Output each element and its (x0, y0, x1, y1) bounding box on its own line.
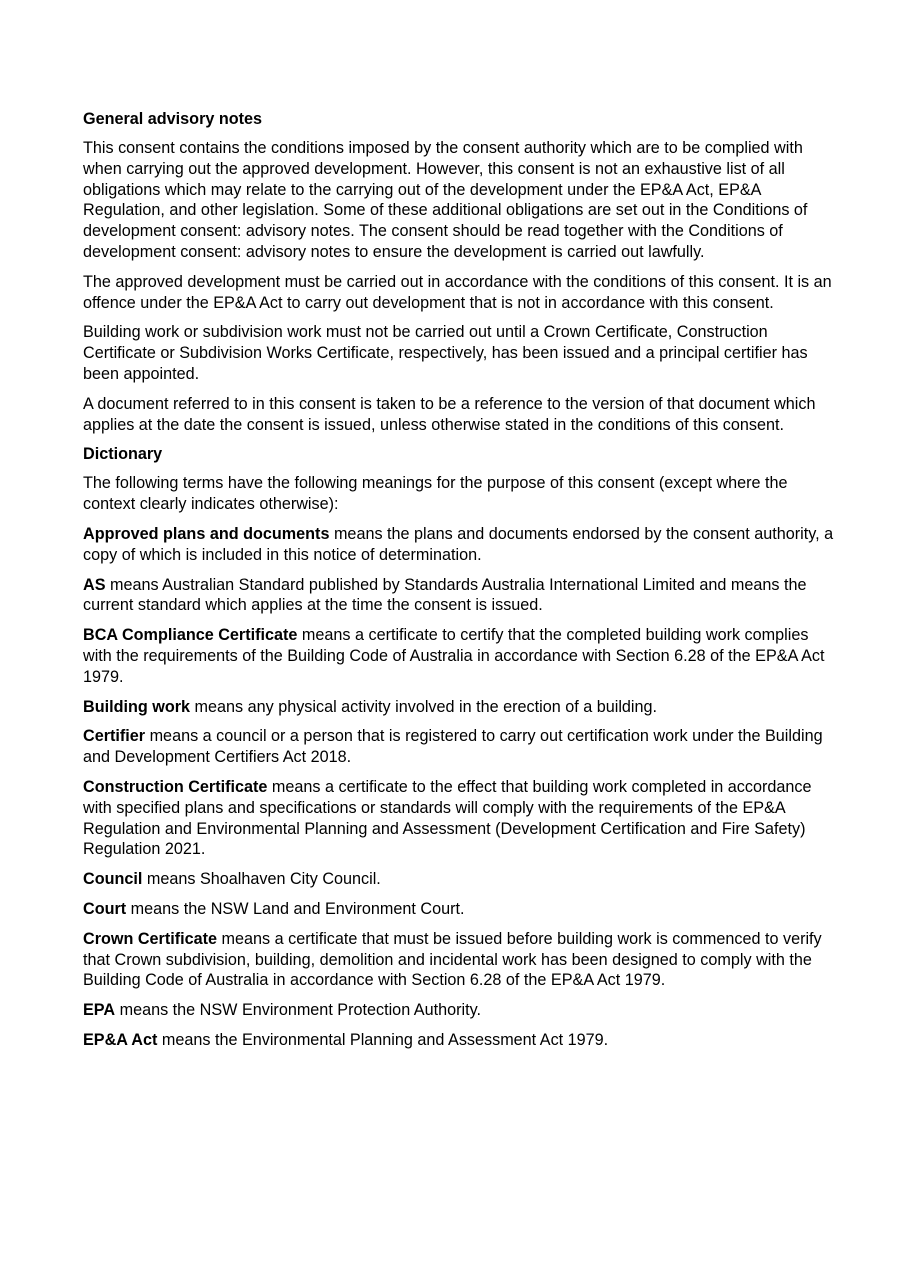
dictionary-definition: means a certificate to certify that the completed building work complies with the requirements of the Building Code of Australia in accordance with Section 6.28 of the EP&A Act 1979. (83, 626, 825, 686)
dictionary-definition: means any physical activity involved in the erection of a building. (190, 697, 658, 716)
dictionary-entry (83, 929, 839, 991)
paragraph: A document referred to in this consent is taken to be a reference to the version of that document which applies at the date the consent is issued, unless otherwise stated in the conditions of this consent. (83, 394, 816, 434)
dictionary-term: BCA Compliance Certificate (83, 626, 298, 645)
dictionary-term: EPA (83, 1001, 116, 1020)
dictionary-entry (83, 899, 839, 920)
paragraph: This consent contains the conditions imposed by the consent authority which are to be complied with when carrying out the approved development. However, this consent is not an exhaustive list of all obligations which may relate to the carrying out of the development under the EP&A Act, EP&A Regulation, and other legislation. Some of these additional obligations are set out in the Conditions of development consent: advisory notes. The consent should be read together with the Conditions of development consent: advisory notes to ensure the development is carried out lawfully. (83, 139, 808, 261)
dictionary-term: Building work (83, 697, 191, 716)
dictionary-entry (83, 869, 839, 890)
dictionary-definition: means a certificate to the effect that building work completed in accordance with specified plans and specifications or standards will comply with the requirements of the EP&A Regulation and Environmental Planning and Assessment (Development Certification and Fire Safety) Regulation 2021. (83, 777, 812, 859)
dictionary-definition: means the NSW Environment Protection Authority. (115, 1001, 481, 1020)
general-advisory-notes-section (83, 109, 839, 435)
dictionary-definition: means Shoalhaven City Council. (142, 870, 381, 889)
dictionary-entry (83, 524, 839, 566)
dictionary-intro: The following terms have the following meanings for the purpose of this consent (except where the context clearly indicates otherwise): (83, 474, 788, 514)
dictionary-entry (83, 575, 839, 617)
dictionary-definition: means the NSW Land and Environment Court. (126, 899, 465, 918)
dictionary-term: Construction Certificate (83, 777, 268, 796)
dictionary-term: Court (83, 899, 127, 918)
dictionary-term: Approved plans and documents (83, 524, 330, 543)
dictionary-definition: means a council or a person that is registered to carry out certification work under the Building and Development Certifiers Act 2018. (83, 727, 823, 767)
paragraph: Building work or subdivision work must not be carried out until a Crown Certificate, Construction Certificate or Subdivision Works Certificate, respectively, has been issued and a principal certifier has been appointed. (83, 323, 808, 383)
paragraph: The approved development must be carried out in accordance with the conditions of this consent. It is an offence under the EP&A Act to carry out development that is not in accordance with this consent. (83, 272, 832, 312)
dictionary-term: AS (83, 575, 106, 594)
dictionary-entry (83, 1000, 839, 1021)
dictionary-definition: means Australian Standard published by Standards Australia International Limited and means the current standard which applies at the time the consent is issued. (83, 575, 807, 615)
dictionary-entry (83, 697, 839, 718)
dictionary-entry (83, 726, 839, 768)
dictionary-entry (83, 1030, 839, 1051)
dictionary-definition: means the Environmental Planning and Assessment Act 1979. (157, 1030, 609, 1049)
dictionary-entry (83, 777, 839, 860)
dictionary-definition: means a certificate that must be issued before building work is commenced to verify that Crown subdivision, building, demolition and incidental work has been designed to comply with the Building Code of Australia in accordance with Section 6.28 of the EP&A Act 1979. (83, 929, 822, 990)
dictionary-term: Council (83, 870, 143, 889)
dictionary-entry (83, 625, 839, 687)
section-heading: General advisory notes (83, 110, 263, 128)
dictionary-section (83, 444, 839, 1050)
section-heading: Dictionary (83, 445, 163, 464)
dictionary-term: EP&A Act (83, 1030, 158, 1049)
dictionary-definition: means the plans and documents endorsed by the consent authority, a copy of which is included in this notice of determination. (83, 524, 834, 564)
dictionary-term: Crown Certificate (83, 929, 218, 948)
dictionary-term: Certifier (83, 727, 146, 746)
